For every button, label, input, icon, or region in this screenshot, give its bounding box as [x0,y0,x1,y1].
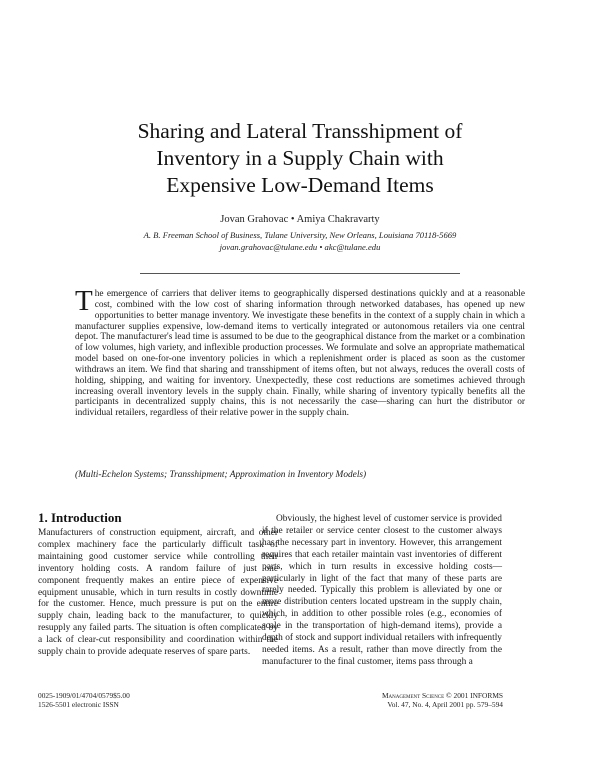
footer-left-line-2: 1526-5501 electronic ISSN [38,700,119,709]
footer-left-line-1: 0025-1909/01/4704/0579$5.00 [38,691,130,700]
footer-right-line-2: Vol. 47, No. 4, April 2001 pp. 579–594 [387,700,503,709]
abstract-text: he emergence of carriers that deliver items to geographically dispersed destinations quickly and at a reasonable cost, combined with the low cost of sharing information through networked databases, has opened up new opportunities to better manage inventory. We investigate these benefits in the context of a supply chain in which a manufacturer supplies expensive, low-demand items to vertically integrated or autonomous retailers via one central depot. The manufacturer's lead time is assumed to be due to the geographical distance from the market or a combination of low volumes, high variety, and inflexible production processes. We formulate and solve an appropriate mathematical model based on one-for-one inventory policies in which a replenishment order is placed as soon as the customer withdraws an item. We find that sharing and transshipment of items often, but not always, reduces the overall costs of holding, shipping, and waiting for inventory. Unexpectedly, these cost reductions are sometimes achieved through increasing overall inventory levels in the supply chain. Finally, while sharing of inventory typically benefits all the participants in decentralized supply chains, this is not necessarily the case—sharing can hurt the distributor or individual retailers, regardless of their relative power in the supply chain. [75,289,525,419]
title-line-3: Expensive Low-Demand Items [166,173,434,197]
body-column-right: Obviously, the highest level of customer service is provided if the retailer or service center closest to the customer always has the necessary part in inventory. However, this arrangement requires that each retailer maintain vast inventories of different parts, which in turn results in excessive holding costs—particularly in light of the fact that many of these parts are rarely needed. Typically this problem is alleviated by one or more distribution centers located upstream in the supply chain, which, in addition to other possible roles (e.g., economies of scale in the transportation of high-demand items), provide a depth of stock and support individual retailers with infrequently needed items. As a result, rather than move directly from the manufacturer to the final customer, items pass through a [262,514,502,667]
footer-journal [382,691,503,709]
author-emails: jovan.grahovac@tulane.edu • akc@tulane.edu [219,242,381,252]
title-line-1: Sharing and Lateral Transshipment of [137,119,463,143]
paper-title [40,118,560,199]
keywords: (Multi-Echelon Systems; Transshipment; Approximation in Inventory Models) [75,470,367,480]
section-heading-introduction: 1. Introduction [38,510,122,525]
body-column-left: Manufacturers of construction equipment, aircraft, and other complex machinery face the particularly difficult task of maintaining good customer service while controlling their inventory holding costs. A random failure of just one component frequently makes an entire piece of expensive equipment unusable, which in turn results in costly downtime for the customer. Hence, much pressure is put on the entire supply chain, leading back to the manufacturer, to quickly resupply any failed parts. The situation is often complicated by a lack of clear-cut responsibility and coordination within the supply chain to provide adequate reserves of spare parts. [38,528,278,658]
affiliation: A. B. Freeman School of Business, Tulane University, New Orleans, Louisiana 70118-5669 [143,230,457,240]
footer-right-line-1: Management Science © 2001 INFORMS [381,691,503,700]
footer-issn [38,691,130,709]
abstract-divider [140,273,460,274]
title-line-2: Inventory in a Supply Chain with [156,146,444,170]
authors: Jovan Grahovac • Amiya Chakravarty [220,214,380,225]
abstract [75,285,525,419]
abstract-dropcap: T [75,285,93,317]
